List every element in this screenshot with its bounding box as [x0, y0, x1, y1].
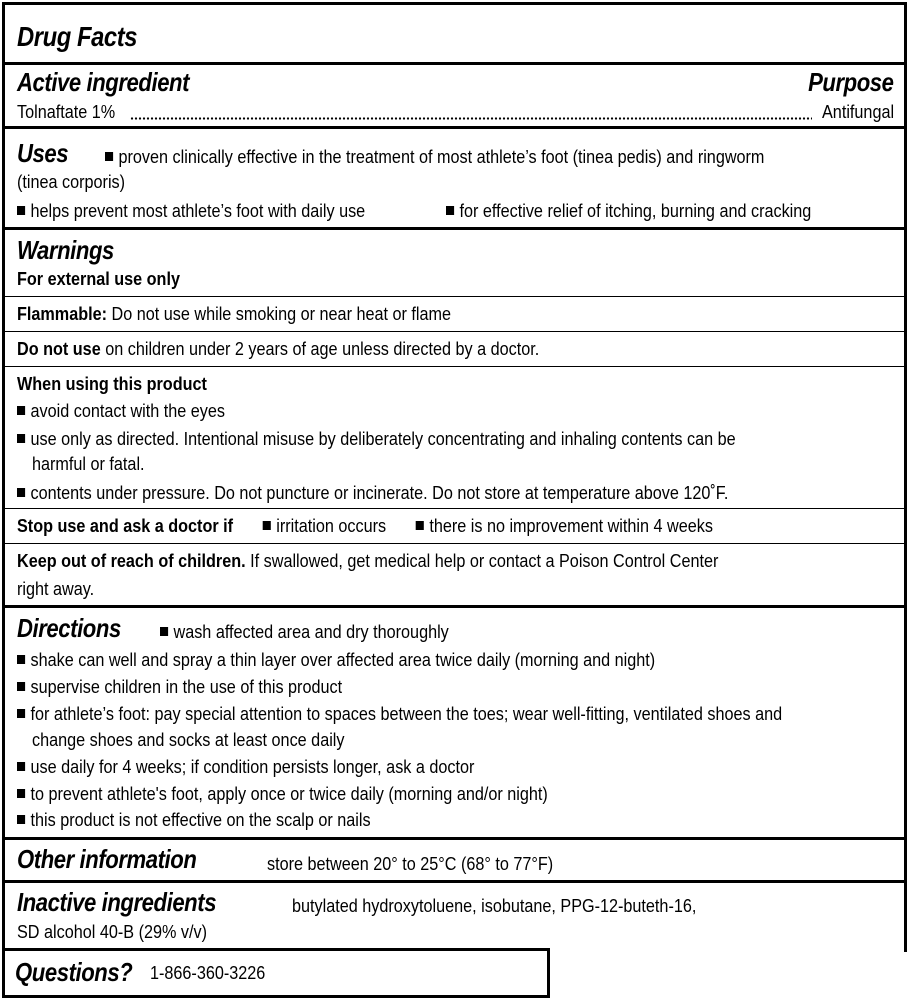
questions-box [2, 948, 550, 998]
bullet-icon [17, 682, 25, 691]
direction-item: wash affected area and dry thoroughly [160, 622, 449, 643]
drug-facts-panel [2, 2, 907, 952]
warning-item: avoid contact with the eyes [17, 401, 225, 422]
purpose-value: Antifungal [821, 102, 894, 122]
bullet-icon [17, 488, 25, 497]
warning-item-continued: harmful or fatal. [32, 454, 145, 474]
flammable-warning: Flammable: Do not use while smoking or near heat or flame [17, 304, 452, 324]
other-information-heading: Other information [17, 844, 197, 874]
bullet-icon [263, 521, 271, 530]
direction-item: for athlete’s foot: pay special attention to spaces between the toes; wear well-fitting, ventilated shoes and [17, 704, 782, 725]
active-ingredient-heading: Active ingredient [17, 67, 190, 97]
bullet-icon [17, 434, 25, 443]
divider [5, 508, 904, 509]
uses-item: proven clinically effective in the treatment of most athlete’s foot (tinea pedis) and ringworm [105, 147, 764, 168]
uses-item: helps prevent most athlete’s foot with daily use [17, 201, 365, 222]
drug-facts-title: Drug Facts [17, 21, 138, 52]
inactive-ingredients-continued: SD alcohol 40-B (29% v/v) [17, 922, 207, 942]
bullet-icon [17, 206, 25, 215]
direction-item: to prevent athlete's foot, apply once or twice daily (morning and/or night) [17, 784, 548, 805]
direction-item: shake can well and spray a thin layer over affected area twice daily (morning and night) [17, 650, 655, 671]
inactive-ingredients-heading: Inactive ingredients [17, 887, 217, 917]
divider [5, 62, 904, 65]
bullet-icon [416, 521, 424, 530]
keep-out-of-reach: Keep out of reach of children. If swallowed, get medical help or contact a Poison Control Center [17, 551, 719, 571]
uses-heading: Uses [17, 138, 69, 168]
bullet-icon [17, 655, 25, 664]
divider [5, 543, 904, 544]
direction-item: use daily for 4 weeks; if condition persists longer, ask a doctor [17, 757, 474, 778]
active-ingredient-value: Tolnaftate 1% [17, 102, 116, 122]
direction-item-continued: change shoes and socks at least once daily [32, 730, 345, 750]
stop-use-section: Stop use and ask a doctor if irritation occurs there is no improvement within 4 weeks [17, 516, 713, 536]
dot-leader [130, 117, 812, 120]
divider [5, 227, 904, 230]
directions-heading: Directions [17, 613, 121, 643]
external-use-notice: For external use only [17, 269, 180, 289]
warning-item: contents under pressure. Do not puncture or incinerate. Do not store at temperature above 120˚F. [17, 483, 728, 504]
bullet-icon [17, 406, 25, 415]
bullet-icon [17, 709, 25, 718]
bullet-icon [446, 206, 454, 215]
other-information-text: store between 20° to 25°C (68° to 77°F) [267, 854, 554, 874]
uses-item-continued: (tinea corporis) [17, 172, 126, 192]
questions-heading: Questions? [15, 957, 133, 987]
purpose-heading: Purpose [808, 67, 894, 97]
direction-item: this product is not effective on the scalp or nails [17, 810, 371, 831]
divider [5, 296, 904, 297]
inactive-ingredients-text: butylated hydroxytoluene, isobutane, PPG-12-buteth-16, [292, 896, 697, 916]
bullet-icon [105, 152, 113, 161]
warnings-heading: Warnings [17, 235, 114, 265]
bullet-icon [17, 789, 25, 798]
divider [5, 126, 904, 129]
uses-item: for effective relief of itching, burning and cracking [446, 201, 811, 222]
divider [5, 605, 904, 608]
bullet-icon [160, 627, 168, 636]
divider [5, 837, 904, 840]
warning-item: use only as directed. Intentional misuse by deliberately concentrating and inhaling contents can be [17, 429, 736, 450]
divider [5, 366, 904, 367]
keep-out-of-reach-continued: right away. [17, 579, 95, 599]
when-using-heading: When using this product [17, 374, 207, 394]
bullet-icon [17, 815, 25, 824]
questions-phone: 1-866-360-3226 [150, 963, 266, 983]
divider [5, 880, 904, 883]
divider [5, 331, 904, 332]
do-not-use-warning: Do not use on children under 2 years of age unless directed by a doctor. [17, 339, 540, 359]
direction-item: supervise children in the use of this product [17, 677, 342, 698]
bullet-icon [17, 762, 25, 771]
